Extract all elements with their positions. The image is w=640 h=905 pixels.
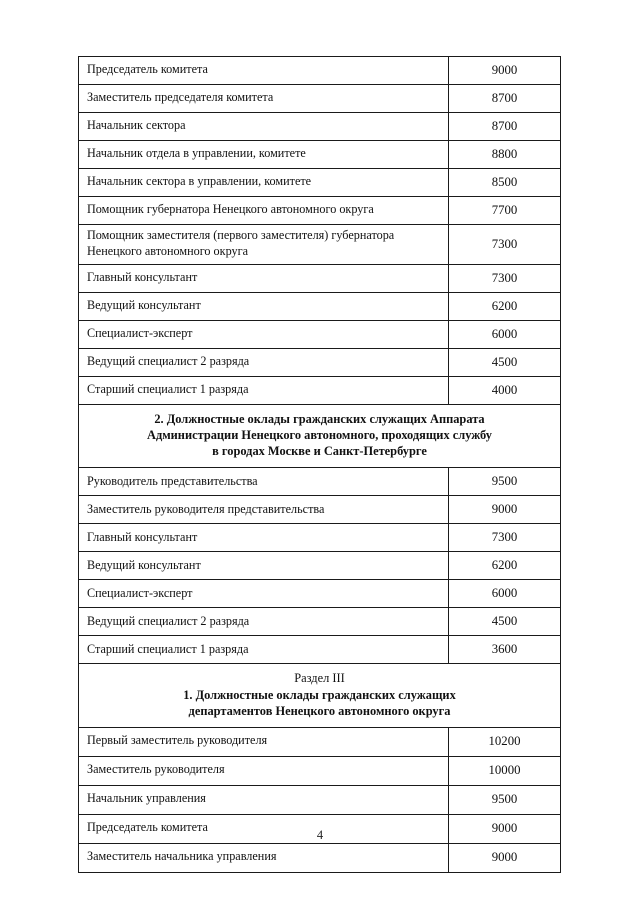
table-row: [79, 225, 561, 265]
table-row: [79, 169, 561, 197]
table-row: [79, 552, 561, 580]
salary-amount-cell: 6200: [449, 552, 561, 580]
position-title-cell: Начальник сектора: [79, 113, 449, 141]
position-title-cell: Первый заместитель руководителя: [79, 727, 449, 756]
table-row: [79, 785, 561, 814]
position-title-cell: Заместитель председателя комитета: [79, 85, 449, 113]
table-row: [79, 636, 561, 664]
salary-amount-cell: 8500: [449, 169, 561, 197]
position-title-cell: Ведущий специалист 2 разряда: [79, 349, 449, 377]
table-row: [79, 321, 561, 349]
table-row: [79, 608, 561, 636]
salary-amount-cell: 6000: [449, 321, 561, 349]
position-title-cell: Заместитель начальника управления: [79, 843, 449, 872]
salary-amount-cell: 7300: [449, 524, 561, 552]
table-row: [79, 197, 561, 225]
position-title-cell: Старший специалист 1 разряда: [79, 636, 449, 664]
salary-amount-cell: 6000: [449, 580, 561, 608]
position-title-cell: Ведущий консультант: [79, 293, 449, 321]
position-title-cell: Начальник отдела в управлении, комитете: [79, 141, 449, 169]
position-title-cell: Старший специалист 1 разряда: [79, 377, 449, 405]
section-heading-line: Раздел III: [294, 671, 345, 686]
salary-amount-cell: 7300: [449, 225, 561, 265]
table-row: [79, 377, 561, 405]
salary-amount-cell: 8700: [449, 113, 561, 141]
salary-amount-cell: 6200: [449, 293, 561, 321]
position-title-cell: Заместитель руководителя: [79, 756, 449, 785]
salary-amount-cell: 9000: [449, 814, 561, 843]
section-heading-line: 2. Должностные оклады гражданских служащих Аппарата: [154, 412, 485, 426]
position-title-cell: Руководитель представительства: [79, 468, 449, 496]
salary-amount-cell: 7300: [449, 265, 561, 293]
table-row: [79, 57, 561, 85]
section-heading: [79, 405, 561, 468]
salary-amount-cell: 8700: [449, 85, 561, 113]
salary-amount-cell: 3600: [449, 636, 561, 664]
table-row: [79, 580, 561, 608]
position-title-cell: Главный консультант: [79, 524, 449, 552]
salary-amount-cell: 7700: [449, 197, 561, 225]
table-row: [79, 141, 561, 169]
section-heading-line: департаментов Ненецкого автономного округа: [188, 703, 451, 718]
salary-amount-cell: 9000: [449, 57, 561, 85]
salary-amount-cell: 4500: [449, 349, 561, 377]
salary-amount-cell: 10200: [449, 727, 561, 756]
section-heading-row: [79, 664, 561, 727]
table-row: [79, 756, 561, 785]
table-row: [79, 727, 561, 756]
section-heading-line: в городах Москве и Санкт-Петербурге: [212, 444, 427, 459]
table-row: [79, 293, 561, 321]
salary-amount-cell: 9500: [449, 468, 561, 496]
position-title-cell: Главный консультант: [79, 265, 449, 293]
position-title-cell: Председатель комитета: [79, 814, 449, 843]
table-row: [79, 524, 561, 552]
position-title-cell: Ведущий специалист 2 разряда: [79, 608, 449, 636]
salary-amount-cell: 4500: [449, 608, 561, 636]
salary-table-body: [79, 57, 561, 873]
salary-amount-cell: 10000: [449, 756, 561, 785]
salary-amount-cell: 8800: [449, 141, 561, 169]
table-row: [79, 349, 561, 377]
position-title-cell: Начальник управления: [79, 785, 449, 814]
salary-table: [78, 56, 561, 873]
table-row: [79, 843, 561, 872]
table-row: [79, 265, 561, 293]
page-number: 4: [316, 828, 324, 842]
salary-amount-cell: 9000: [449, 843, 561, 872]
section-heading-line: Администрации Ненецкого автономного, проходящих службу: [147, 428, 492, 443]
position-title-cell: Ведущий консультант: [79, 552, 449, 580]
table-row: [79, 496, 561, 524]
salary-amount-cell: 9000: [449, 496, 561, 524]
table-row: [79, 468, 561, 496]
position-title-cell: Помощник губернатора Ненецкого автономного округа: [79, 197, 449, 225]
table-row: [79, 113, 561, 141]
position-title-cell: Специалист-эксперт: [79, 580, 449, 608]
position-title-cell: Помощник заместителя (первого заместителя) губернатора Ненецкого автономного округа: [79, 225, 449, 265]
section-heading-line: 1. Должностные оклады гражданских служащих: [183, 687, 456, 702]
section-heading-row: [79, 405, 561, 468]
position-title-cell: Специалист-эксперт: [79, 321, 449, 349]
salary-amount-cell: 9500: [449, 785, 561, 814]
position-title-cell: Начальник сектора в управлении, комитете: [79, 169, 449, 197]
position-title-cell: Председатель комитета: [79, 57, 449, 85]
section-heading: [79, 664, 561, 727]
salary-amount-cell: 4000: [449, 377, 561, 405]
table-row: [79, 85, 561, 113]
position-title-cell: Заместитель руководителя представительства: [79, 496, 449, 524]
